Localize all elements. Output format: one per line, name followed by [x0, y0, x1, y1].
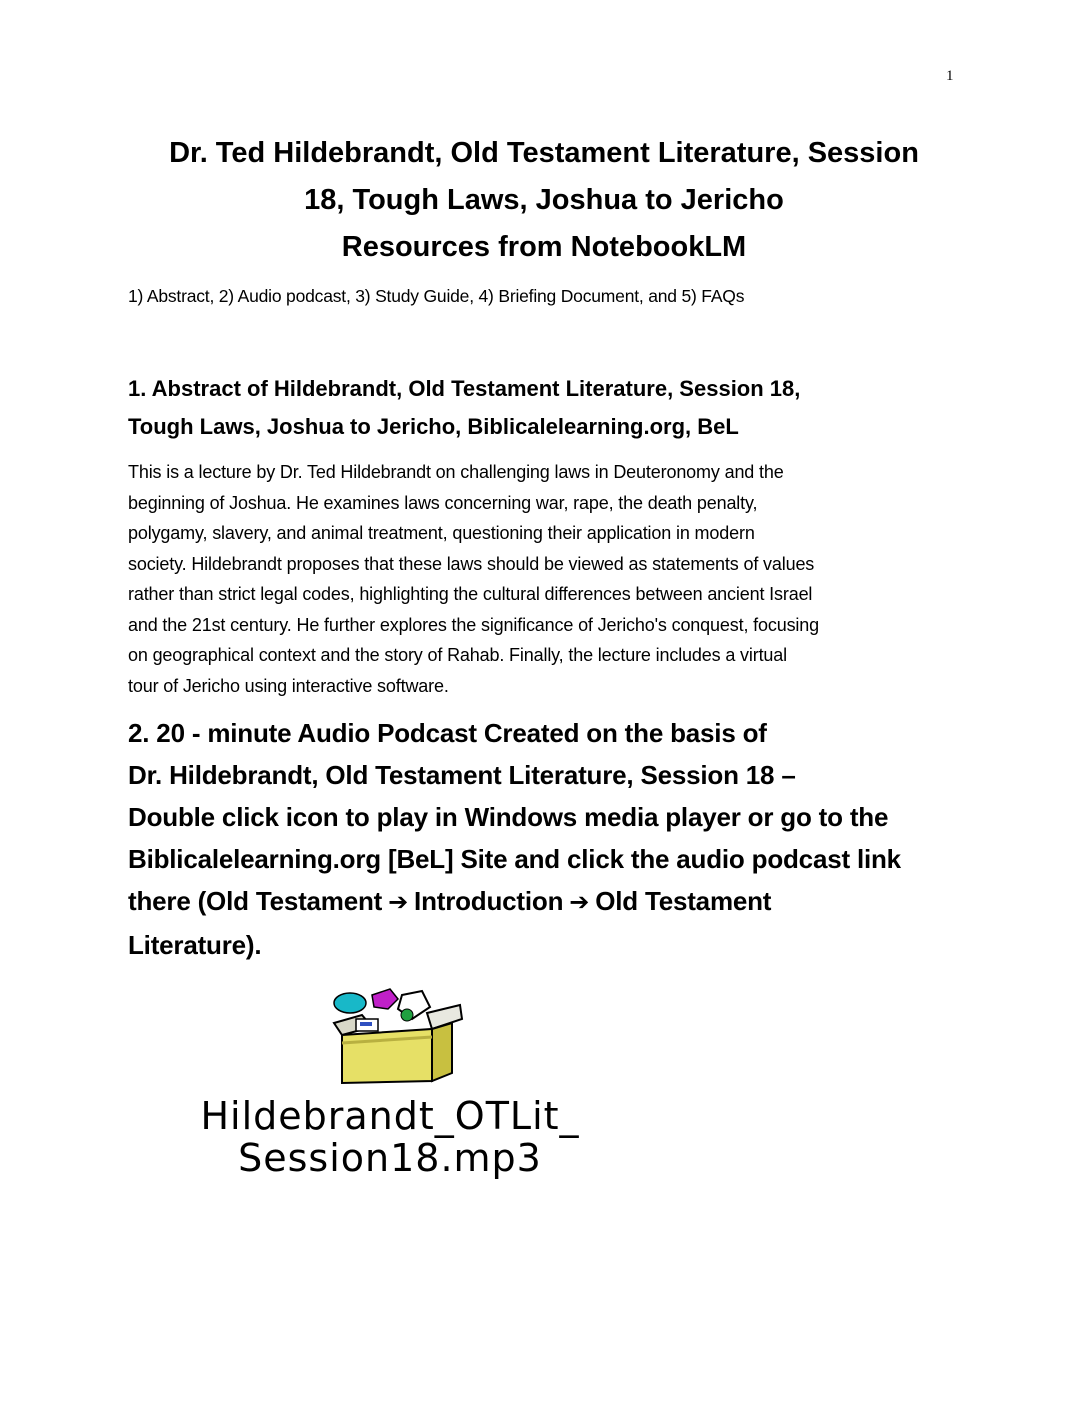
abstract-line: tour of Jericho using interactive software.: [128, 675, 449, 696]
abstract-line: and the 21st century. He further explores the significance of Jericho's conquest, focusing: [128, 614, 819, 635]
abstract-line: polygamy, slavery, and animal treatment, questioning their application in modern: [128, 523, 755, 543]
abstract-line: society. Hildebrandt proposes that these laws should be viewed as statements of values: [128, 553, 815, 574]
title-line: Resources from NotebookLM: [341, 231, 747, 263]
title-line: 18, Tough Laws, Joshua to Jericho: [304, 184, 784, 216]
breadcrumb-introduction: Introduction: [414, 886, 564, 916]
heading-line: [128, 880, 988, 924]
title-line: Dr. Ted Hildebrandt, Old Testament Literature, Session: [169, 137, 919, 169]
abstract-line: rather than strict legal codes, highlighting the cultural differences between ancient Israel: [128, 584, 813, 604]
page-number: 1: [946, 68, 954, 84]
abstract-heading: [128, 370, 968, 446]
heading-line: 1. Abstract of Hildebrandt, Old Testament Literature, Session 18,: [128, 376, 801, 401]
file-name-line: Hildebrandt_OTLit_: [200, 1094, 580, 1138]
arrow-right-icon: ➔: [569, 889, 590, 916]
file-name-line: Session18.mp3: [238, 1136, 542, 1180]
audio-podcast-heading: [128, 712, 988, 966]
breadcrumb-old-testament: there (Old Testament: [128, 886, 383, 916]
document-title: [100, 130, 988, 271]
arrow-right-icon: ➔: [388, 889, 409, 916]
package-icon[interactable]: [312, 985, 472, 1085]
heading-line: Tough Laws, Joshua to Jericho, Biblicalelearning.org, BeL: [128, 414, 739, 439]
heading-line: Double click icon to play in Windows media player or go to the: [128, 802, 889, 832]
abstract-paragraph: [128, 457, 968, 701]
abstract-line: This is a lecture by Dr. Ted Hildebrandt on challenging laws in Deuteronomy and the: [128, 462, 784, 482]
contents-line: 1) Abstract, 2) Audio podcast, 3) Study Guide, 4) Briefing Document, and 5) FAQs: [128, 286, 745, 306]
abstract-line: on geographical context and the story of Rahab. Finally, the lecture includes a virtual: [128, 645, 788, 665]
breadcrumb-old-testament-literature: Old Testament: [595, 886, 772, 916]
heading-line: 2. 20 - minute Audio Podcast Created on the basis of: [128, 718, 767, 748]
heading-line: Dr. Hildebrandt, Old Testament Literature, Session 18 –: [128, 760, 796, 790]
abstract-line: beginning of Joshua. He examines laws concerning war, rape, the death penalty,: [128, 492, 758, 513]
heading-line: Literature).: [128, 930, 262, 960]
audio-file-label[interactable]: [130, 1095, 650, 1179]
heading-line: Biblicalelearning.org [BeL] Site and click the audio podcast link: [128, 844, 901, 874]
